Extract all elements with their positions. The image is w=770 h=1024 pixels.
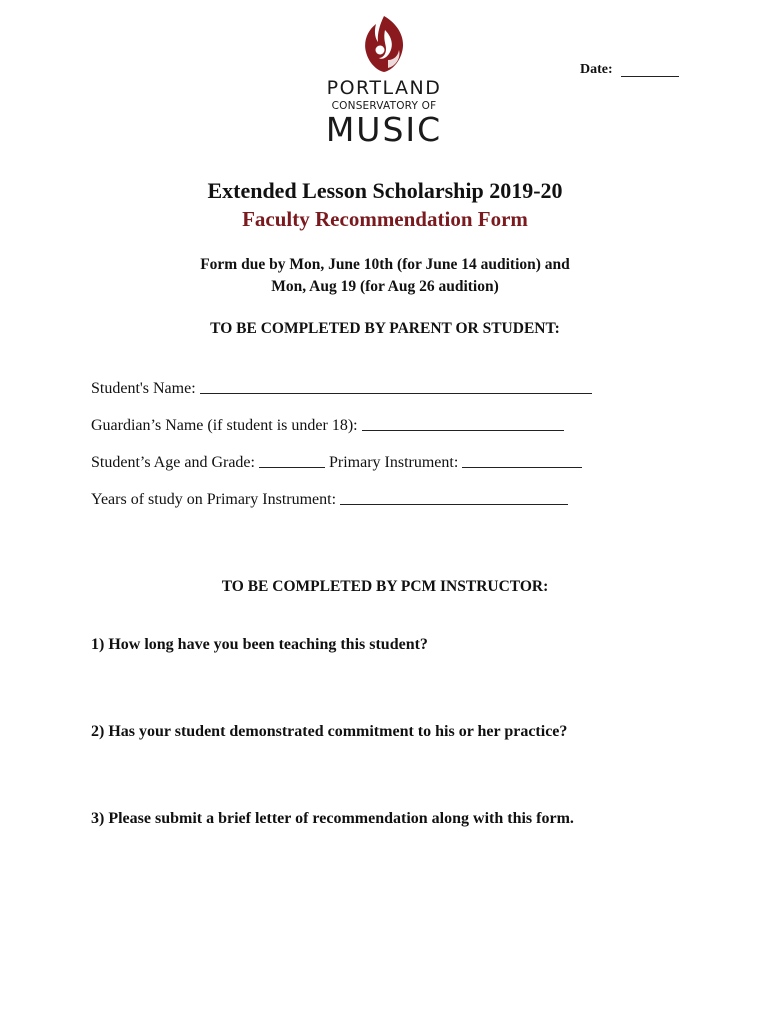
date-field[interactable] bbox=[621, 76, 679, 77]
question-1: 1) How long have you been teaching this student? bbox=[91, 636, 428, 653]
years-study-label: Years of study on Primary Instrument: bbox=[91, 491, 337, 508]
age-instrument-row bbox=[91, 454, 582, 472]
due-date-line-1: Form due by Mon, June 10th (for June 14 audition) and bbox=[200, 256, 570, 273]
student-name-row bbox=[91, 380, 592, 398]
logo-text-portland: PORTLAND bbox=[326, 77, 442, 99]
music-flame-logo-icon bbox=[358, 14, 410, 74]
question-3: 3) Please submit a brief letter of recommendation along with this form. bbox=[91, 810, 574, 827]
age-grade-field[interactable] bbox=[259, 466, 325, 468]
page-title: Extended Lesson Scholarship 2019-20 bbox=[207, 178, 563, 203]
parent-section-heading: TO BE COMPLETED BY PARENT OR STUDENT: bbox=[210, 320, 560, 337]
guardian-name-label: Guardian’s Name (if student is under 18): bbox=[91, 417, 358, 434]
logo-text-conservatory: CONSERVATORY OF bbox=[331, 100, 437, 112]
guardian-name-field[interactable] bbox=[362, 429, 564, 431]
portland-conservatory-logo bbox=[322, 14, 446, 149]
years-study-field[interactable] bbox=[340, 503, 568, 505]
student-name-field[interactable] bbox=[200, 392, 592, 394]
student-name-label: Student's Name: bbox=[91, 380, 196, 397]
page-subtitle: Faculty Recommendation Form bbox=[242, 207, 528, 231]
years-study-row bbox=[91, 491, 568, 509]
due-date-line-2: Mon, Aug 19 (for Aug 26 audition) bbox=[271, 278, 499, 295]
date-label: Date: bbox=[580, 62, 613, 77]
question-2: 2) Has your student demonstrated commitment to his or her practice? bbox=[91, 723, 568, 740]
guardian-name-row bbox=[91, 417, 564, 435]
logo-text-music: MUSIC bbox=[325, 110, 443, 149]
primary-instrument-field[interactable] bbox=[462, 466, 582, 468]
instructor-section-heading: TO BE COMPLETED BY PCM INSTRUCTOR: bbox=[221, 578, 549, 595]
primary-instrument-label: Primary Instrument: bbox=[328, 454, 459, 471]
age-grade-label: Student’s Age and Grade: bbox=[91, 454, 255, 471]
